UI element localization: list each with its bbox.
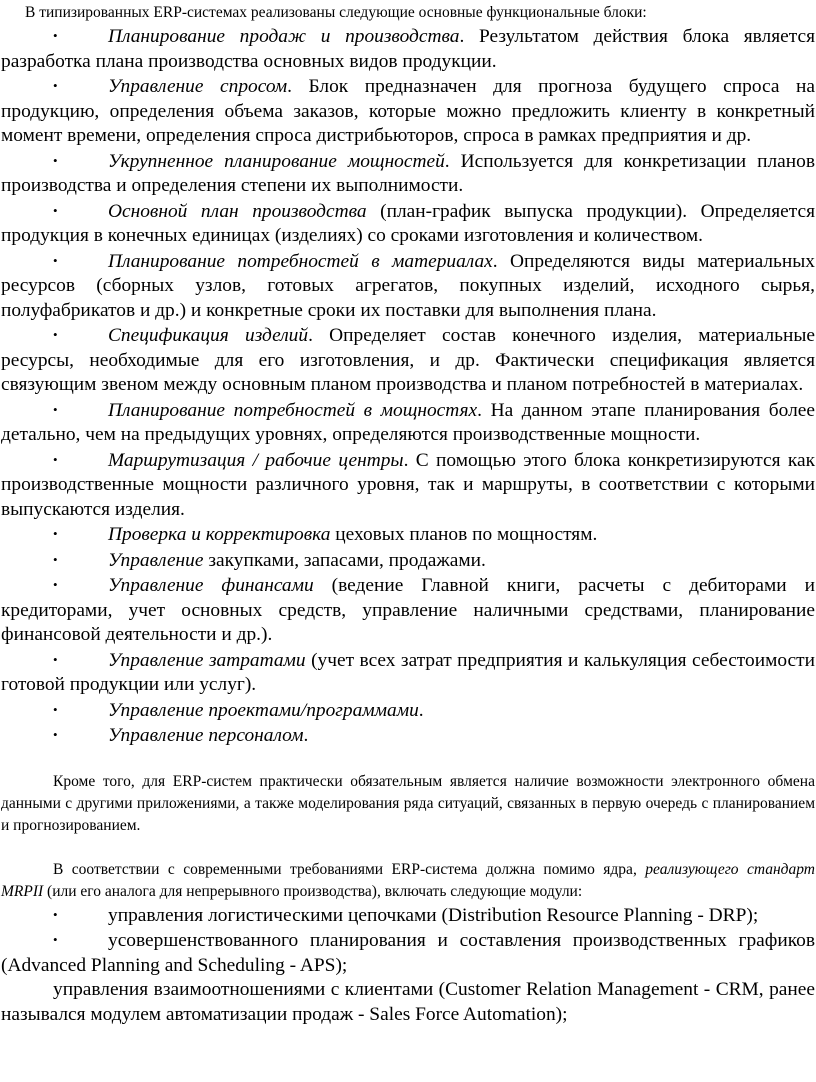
paragraph-edi: Кроме того, для ERP-систем практически обязательным является наличие возможности электронного обмена данными с другими приложениями, а также моделирования ряда ситуаций, связанных в первую очередь с планированием и прогнозированием.	[1, 772, 815, 834]
paragraph-spacer	[1, 837, 815, 859]
bullet-icon	[1, 448, 108, 474]
list-item: •Управление проектами/программами.	[1, 698, 815, 724]
paragraph-crm: управления взаимоотношениями с клиентами (Customer Relation Management - CRM, ранее назывался модулем автоматизации продаж - Sales Force Automation);	[1, 979, 815, 1025]
bullet-icon	[1, 903, 108, 929]
bullet-icon	[1, 149, 108, 175]
bullet-icon	[1, 648, 108, 674]
list-item: •Планирование продаж и производства. Результатом действия блока является разработка плана производства основных видов продукции.	[1, 24, 815, 74]
bullet-icon	[1, 723, 108, 749]
paragraph-modules-intro: В соответствии с современными требованиями ERP-система должна помимо ядра, реализующего стандарт MRPII (или его аналога для непрерывного производства), включать следующие модули:	[1, 860, 815, 900]
paragraph-spacer	[1, 749, 815, 771]
bullet-icon	[1, 323, 108, 349]
modules-list	[1, 903, 815, 979]
function-blocks-list	[1, 24, 815, 749]
bullet-icon	[1, 199, 108, 225]
bullet-icon	[1, 74, 108, 100]
document-page	[0, 2, 816, 1082]
bullet-icon	[1, 249, 108, 275]
bullet-icon	[1, 398, 108, 424]
list-item: •Управление финансами (ведение Главной книги, расчеты с дебиторами и кредиторами, учет основных средств, управление наличными средствами, планирование финансовой деятельности и др.).	[1, 573, 815, 648]
list-item: •Управление закупками, запасами, продажами.	[1, 548, 815, 574]
bullet-icon	[1, 24, 108, 50]
list-item: •Основной план производства (план-график выпуска продукции). Определяется продукция в конечных единицах (изделиях) со сроками изготовления и количеством.	[1, 199, 815, 249]
list-item: •Планирование потребностей в мощностях. На данном этапе планирования более детально, чем на предыдущих уровнях, определяются производственные мощности.	[1, 398, 815, 448]
bullet-icon	[1, 698, 108, 724]
list-item: •управления логистическими цепочками (Distribution Resource Planning - DRP);	[1, 903, 815, 929]
list-item: •Проверка и корректировка цеховых планов по мощностям.	[1, 522, 815, 548]
list-item: •Планирование потребностей в материалах. Определяются виды материальных ресурсов (сборных узлов, готовых агрегатов, покупных изделий, исходного сырья, полуфабрикатов и др.) и конкретные сроки их поставки для выполнения плана.	[1, 249, 815, 324]
list-item: •Управление затратами (учет всех затрат предприятия и калькуляция себестоимости готовой продукции или услуг).	[1, 648, 815, 698]
list-item: •усовершенствованного планирования и составления производственных графиков (Advanced Planning and Scheduling - APS);	[1, 928, 815, 978]
list-item: •Укрупненное планирование мощностей. Используется для конкретизации планов производства и определения степени их выполнимости.	[1, 149, 815, 199]
list-item: •Управление спросом. Блок предназначен для прогноза будущего спроса на продукцию, определения объема заказов, которые можно предложить клиенту в конкретный момент времени, определения спроса дистрибьюторов, спроса в рамках предприятия и др.	[1, 74, 815, 149]
bullet-icon	[1, 573, 108, 599]
list-item: •Маршрутизация / рабочие центры. С помощью этого блока конкретизируются как производственные мощности различного уровня, так и маршруты, в соответствии с которыми выпускаются изделия.	[1, 448, 815, 523]
bullet-icon	[1, 522, 108, 548]
bullet-icon	[1, 928, 108, 954]
list-item: •Управление персоналом.	[1, 723, 815, 749]
bullet-icon	[1, 548, 108, 574]
list-item: •Спецификация изделий. Определяет состав конечного изделия, материальные ресурсы, необходимые для его изготовления, и др. Фактически спецификация является связующим звеном между основным планом производства и планом потребностей в материалах.	[1, 323, 815, 398]
intro-text: В типизированных ERP-системах реализованы следующие основные функциональные блоки:	[25, 4, 647, 21]
